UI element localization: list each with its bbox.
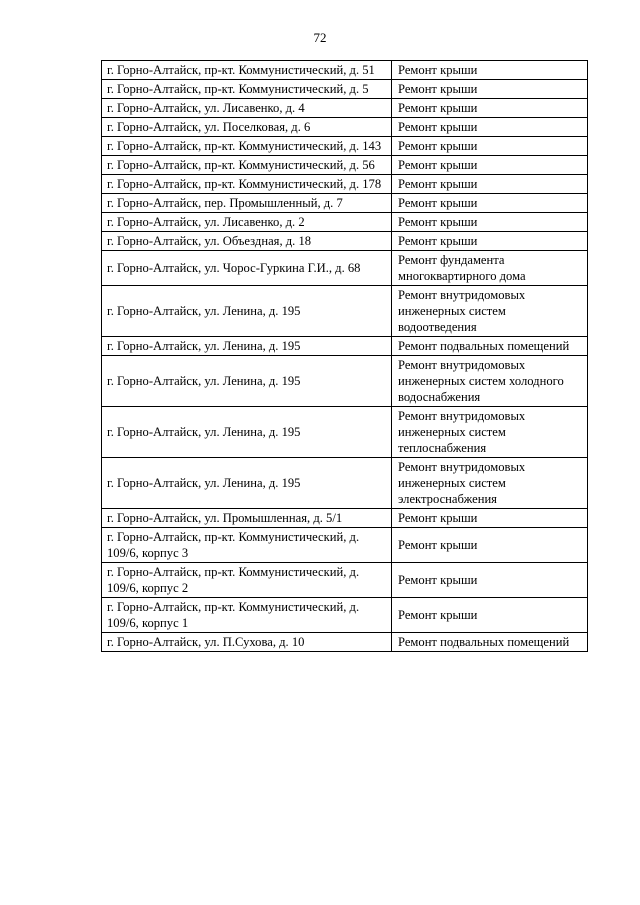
address-cell: г. Горно-Алтайск, ул. Ленина, д. 195 [102, 407, 392, 458]
work-type-cell: Ремонт крыши [392, 194, 588, 213]
address-cell: г. Горно-Алтайск, пр-кт. Коммунистический, д. 109/6, корпус 2 [102, 563, 392, 598]
table-row [102, 80, 588, 99]
table-row [102, 99, 588, 118]
work-type-cell: Ремонт крыши [392, 156, 588, 175]
address-cell: г. Горно-Алтайск, ул. Объездная, д. 18 [102, 232, 392, 251]
table-row [102, 528, 588, 563]
address-cell: г. Горно-Алтайск, пр-кт. Коммунистический, д. 178 [102, 175, 392, 194]
work-type-cell: Ремонт крыши [392, 175, 588, 194]
address-cell: г. Горно-Алтайск, ул. Промышленная, д. 5/1 [102, 509, 392, 528]
table-row [102, 509, 588, 528]
work-type-cell: Ремонт крыши [392, 232, 588, 251]
address-cell: г. Горно-Алтайск, ул. Чорос-Гуркина Г.И., д. 68 [102, 251, 392, 286]
address-cell: г. Горно-Алтайск, пр-кт. Коммунистический, д. 5 [102, 80, 392, 99]
table-row [102, 337, 588, 356]
work-type-cell: Ремонт крыши [392, 80, 588, 99]
table-row [102, 232, 588, 251]
work-type-cell: Ремонт подвальных помещений [392, 337, 588, 356]
page-number: 72 [313, 30, 327, 45]
address-cell: г. Горно-Алтайск, пер. Промышленный, д. 7 [102, 194, 392, 213]
work-type-cell: Ремонт внутридомовых инженерных систем холодного водоснабжения [392, 356, 588, 407]
address-cell: г. Горно-Алтайск, пр-кт. Коммунистический, д. 56 [102, 156, 392, 175]
table-row [102, 213, 588, 232]
address-cell: г. Горно-Алтайск, пр-кт. Коммунистический, д. 51 [102, 61, 392, 80]
table-row [102, 458, 588, 509]
work-type-cell: Ремонт крыши [392, 99, 588, 118]
address-cell: г. Горно-Алтайск, ул. Ленина, д. 195 [102, 356, 392, 407]
work-type-cell: Ремонт крыши [392, 563, 588, 598]
table-row [102, 633, 588, 652]
work-type-cell: Ремонт крыши [392, 598, 588, 633]
table-row [102, 175, 588, 194]
table-row [102, 286, 588, 337]
table-row [102, 194, 588, 213]
table-row [102, 61, 588, 80]
address-cell: г. Горно-Алтайск, ул. Лисавенко, д. 2 [102, 213, 392, 232]
work-type-cell: Ремонт внутридомовых инженерных систем теплоснабжения [392, 407, 588, 458]
table-row [102, 156, 588, 175]
table-row [102, 598, 588, 633]
work-type-cell: Ремонт крыши [392, 509, 588, 528]
address-cell: г. Горно-Алтайск, ул. Ленина, д. 195 [102, 458, 392, 509]
work-type-cell: Ремонт крыши [392, 213, 588, 232]
work-type-cell: Ремонт крыши [392, 137, 588, 156]
work-type-cell: Ремонт внутридомовых инженерных систем электроснабжения [392, 458, 588, 509]
table-row [102, 118, 588, 137]
table-row [102, 251, 588, 286]
table-row [102, 563, 588, 598]
table-row [102, 407, 588, 458]
address-cell: г. Горно-Алтайск, ул. Ленина, д. 195 [102, 286, 392, 337]
address-cell: г. Горно-Алтайск, ул. Поселковая, д. 6 [102, 118, 392, 137]
address-cell: г. Горно-Алтайск, ул. Лисавенко, д. 4 [102, 99, 392, 118]
address-cell: г. Горно-Алтайск, пр-кт. Коммунистический, д. 143 [102, 137, 392, 156]
work-type-cell: Ремонт крыши [392, 528, 588, 563]
table-row [102, 356, 588, 407]
work-type-cell: Ремонт подвальных помещений [392, 633, 588, 652]
work-type-cell: Ремонт внутридомовых инженерных систем водоотведения [392, 286, 588, 337]
table-row [102, 137, 588, 156]
address-cell: г. Горно-Алтайск, ул. П.Сухова, д. 10 [102, 633, 392, 652]
address-cell: г. Горно-Алтайск, пр-кт. Коммунистический, д. 109/6, корпус 1 [102, 598, 392, 633]
repair-works-table [101, 60, 588, 652]
work-type-cell: Ремонт крыши [392, 118, 588, 137]
work-type-cell: Ремонт крыши [392, 61, 588, 80]
work-type-cell: Ремонт фундамента многоквартирного дома [392, 251, 588, 286]
address-cell: г. Горно-Алтайск, ул. Ленина, д. 195 [102, 337, 392, 356]
address-cell: г. Горно-Алтайск, пр-кт. Коммунистический, д. 109/6, корпус 3 [102, 528, 392, 563]
